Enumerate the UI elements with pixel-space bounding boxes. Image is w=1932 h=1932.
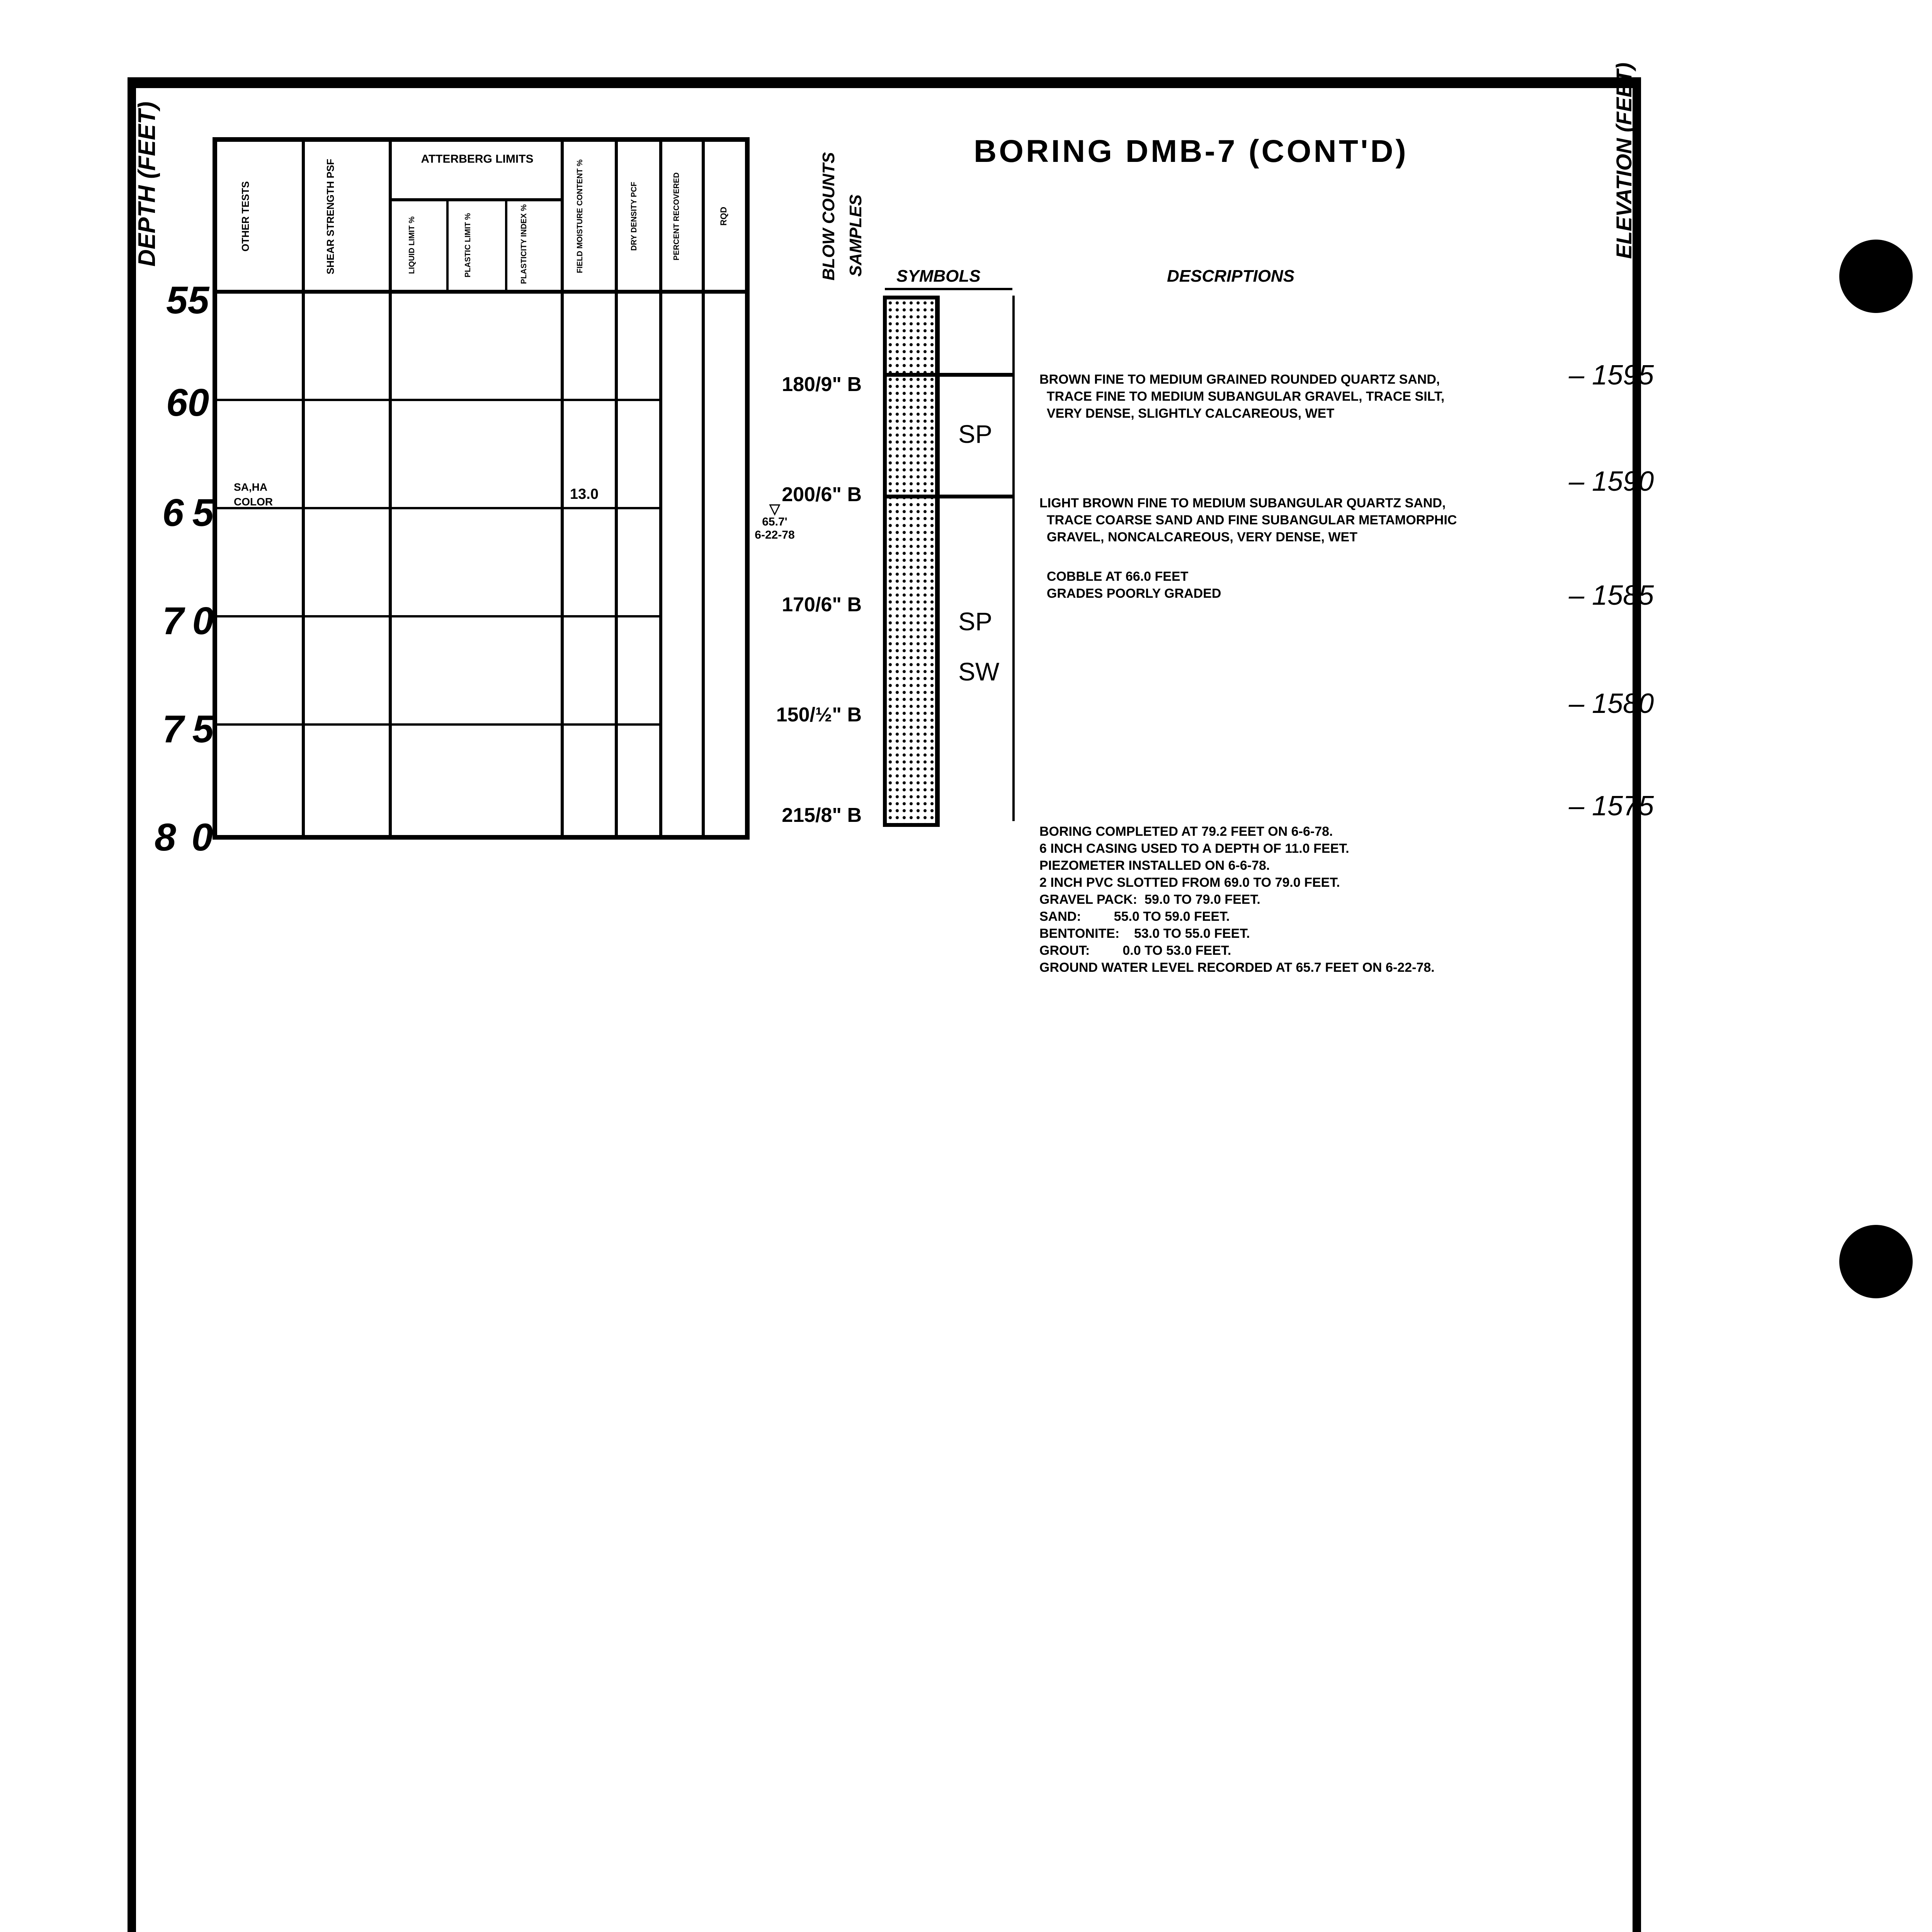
elevation-1575: – 1575 bbox=[1569, 791, 1654, 821]
water-level-marker bbox=[746, 502, 804, 542]
plastic-limit-header: PLASTIC LIMIT % bbox=[464, 213, 472, 278]
layer-boundary-1 bbox=[883, 373, 1014, 377]
elevation-dash: – bbox=[1569, 688, 1592, 719]
water-level-glyph: ▽ bbox=[769, 501, 780, 517]
plasticity-index-header: PLASTICITY INDEX % bbox=[520, 204, 528, 284]
punch-hole-middle bbox=[1839, 1225, 1913, 1298]
moisture-value: 13.0 bbox=[570, 486, 599, 502]
other-tests-header: OTHER TESTS bbox=[240, 181, 251, 252]
layer-boundary-3 bbox=[883, 823, 939, 827]
dry-density-header: DRY DENSITY PCF bbox=[630, 182, 638, 251]
other-tests-value-2: COLOR bbox=[234, 496, 273, 508]
elevation-dash: – bbox=[1569, 466, 1592, 497]
blow-counts-header: BLOW COUNTS bbox=[819, 152, 838, 281]
atterberg-header: ATTERBERG LIMITS bbox=[421, 153, 534, 165]
elevation-1595: – 1595 bbox=[1569, 360, 1654, 391]
liquid-limit-header: LIQUID LIMIT % bbox=[408, 216, 416, 274]
depth-header: DEPTH (FEET) bbox=[134, 101, 160, 267]
blow-count-2: 200/6" B bbox=[782, 483, 862, 506]
descriptions-header: DESCRIPTIONS bbox=[1167, 267, 1295, 286]
layer-boundary-2 bbox=[883, 495, 1014, 498]
description-cobble-note: COBBLE AT 66.0 FEET GRADES POORLY GRADED bbox=[1046, 569, 1221, 601]
blow-count-4: 150/½" B bbox=[776, 704, 862, 726]
depth-label-75: 75 bbox=[162, 707, 223, 751]
elevation-header: ELEVATION (FEET) bbox=[1612, 62, 1636, 259]
elevation-dash: – bbox=[1569, 791, 1592, 821]
field-moisture-header: FIELD MOISTURE CONTENT % bbox=[576, 159, 584, 274]
boring-completion-notes: BORING COMPLETED AT 79.2 FEET ON 6-6-78. 6 INCH CASING USED TO A DEPTH OF 11.0 FEET. PIEZOMETER INSTALLED ON 6-6-78. 2 INCH PVC SLOTTED FROM 69.0 TO 79.0 FEET. GRAVEL PACK: 59.0 TO 79.0 FEET. SAND: 55.0 TO 59.0 FEET. BENTONITE: 53.0 TO 55.0 FEET. GROUT: 0.0 TO 53.0 FEET. GROUND WATER LEVEL RECORDED AT 65.7 FEET ON 6-22-78. bbox=[1039, 824, 1435, 975]
blow-count-1: 180/9" B bbox=[782, 373, 862, 396]
samples-header: SAMPLES bbox=[846, 194, 865, 277]
depth-label-65: 65 bbox=[162, 491, 223, 534]
punch-hole-top bbox=[1839, 240, 1913, 313]
soil-symbol-sp-2: SP bbox=[958, 607, 993, 636]
shear-strength-header: SHEAR STRENGTH PSF bbox=[325, 158, 336, 274]
other-tests-value-1: SA,HA bbox=[234, 481, 268, 493]
elevation-dash: – bbox=[1569, 360, 1592, 391]
elevation-1590: – 1590 bbox=[1569, 466, 1654, 497]
blow-count-3: 170/6" B bbox=[782, 594, 862, 616]
rqd-header: RQD bbox=[719, 207, 728, 226]
elevation-dash: – bbox=[1569, 580, 1592, 611]
soil-symbol-sp-1: SP bbox=[958, 420, 993, 448]
depth-label-60: 60 bbox=[166, 381, 209, 424]
blow-count-5: 215/8" B bbox=[782, 804, 862, 827]
depth-label-80: 80 bbox=[155, 816, 229, 859]
page-frame-left bbox=[128, 77, 136, 1932]
symbols-underline bbox=[885, 288, 1012, 290]
symbols-header: SYMBOLS bbox=[896, 267, 981, 286]
elevation-1585: – 1585 bbox=[1569, 580, 1654, 611]
water-level-date: 6-22-78 bbox=[755, 529, 795, 541]
depth-label-70: 70 bbox=[162, 599, 223, 643]
percent-recovered-header: PERCENT RECOVERED bbox=[672, 172, 681, 260]
elevation-1580: – 1580 bbox=[1569, 688, 1654, 719]
water-level-depth: 65.7' bbox=[762, 515, 787, 528]
depth-label-55: 55 bbox=[166, 279, 209, 322]
description-layer-2: LIGHT BROWN FINE TO MEDIUM SUBANGULAR QUARTZ SAND, TRACE COARSE SAND AND FINE SUBANGULAR METAMORPHIC GRAVEL, NONCALCAREOUS, VERY DENSE, WET bbox=[1039, 496, 1457, 544]
soil-symbol-sw: SW bbox=[958, 657, 1000, 686]
boring-title: BORING DMB-7 (CONT'D) bbox=[974, 134, 1408, 169]
description-layer-1: BROWN FINE TO MEDIUM GRAINED ROUNDED QUARTZ SAND, TRACE FINE TO MEDIUM SUBANGULAR GRAVEL, TRACE SILT, VERY DENSE, SLIGHTLY CALCAREOUS, WET bbox=[1039, 372, 1445, 421]
